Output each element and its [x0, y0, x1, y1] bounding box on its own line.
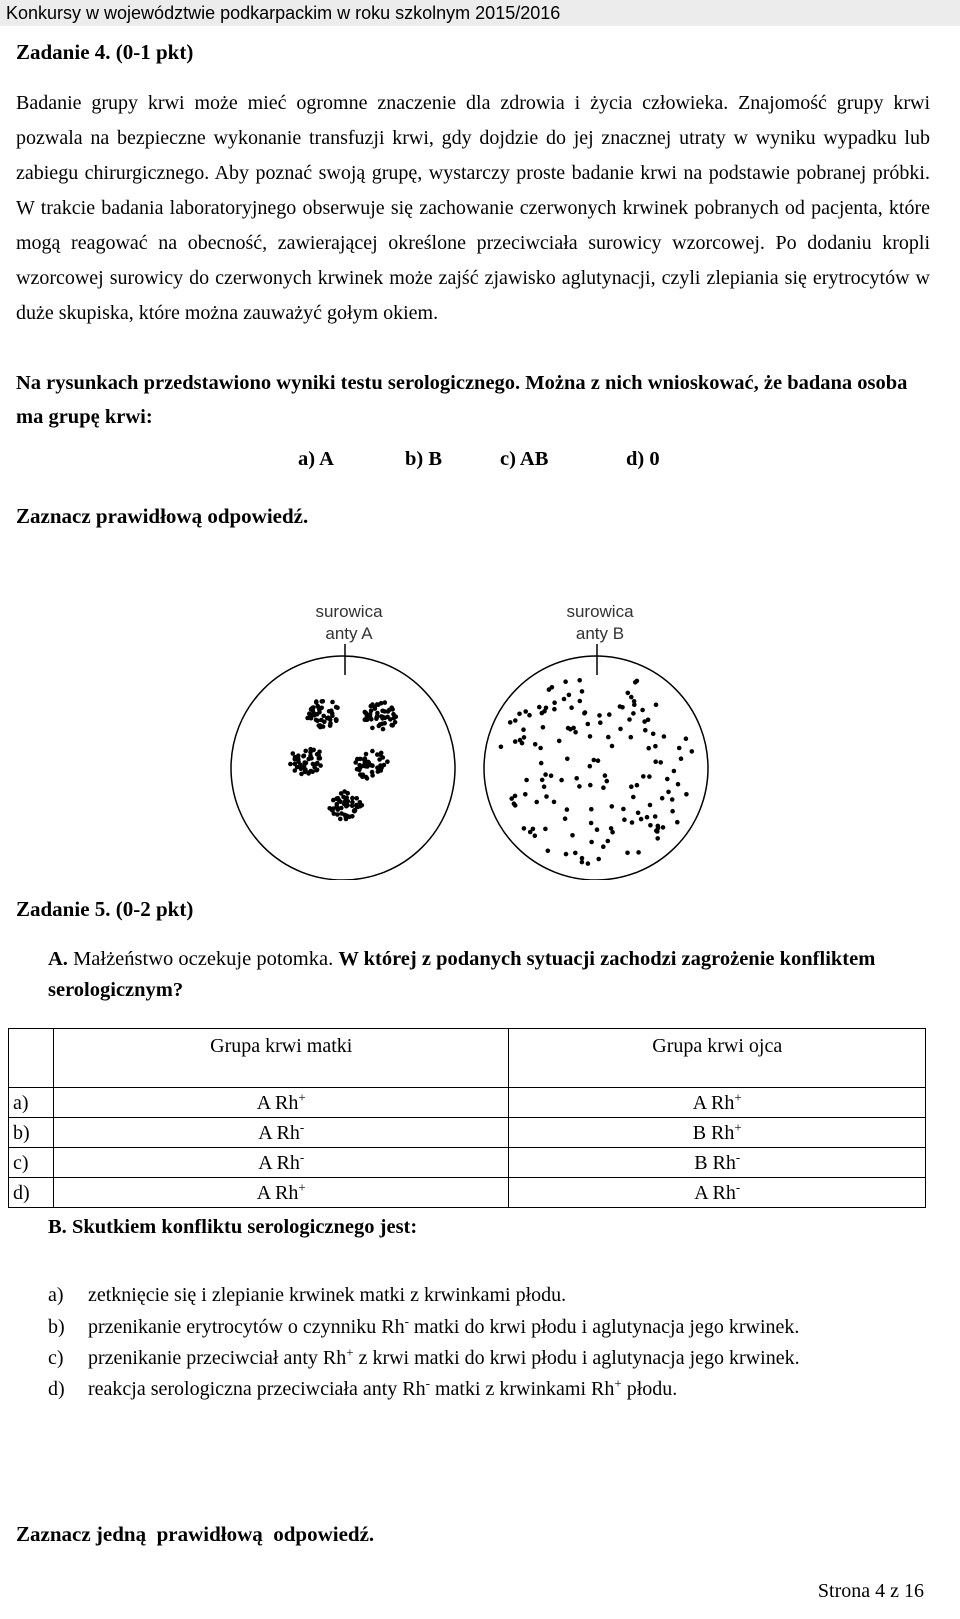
scattered-cell	[522, 735, 527, 740]
clumped-cell	[361, 772, 366, 777]
clumped-cell	[375, 711, 380, 716]
clumped-cell	[328, 721, 333, 726]
clumped-cell	[381, 755, 386, 760]
scattered-cell	[610, 744, 615, 749]
scattered-cell	[527, 713, 532, 718]
scattered-cell	[606, 839, 611, 844]
scattered-cell	[523, 709, 528, 714]
clumped-cell	[338, 800, 343, 805]
task4-options	[0, 448, 960, 478]
scattered-cell	[632, 699, 637, 704]
clumped-cell	[339, 806, 344, 811]
left-label-2: anty A	[325, 624, 373, 643]
scattered-cell	[643, 728, 648, 733]
scattered-cell	[586, 861, 591, 866]
scattered-cell	[538, 746, 543, 751]
scattered-cell	[588, 764, 593, 769]
scattered-cell	[537, 705, 542, 710]
scattered-cell	[580, 689, 585, 694]
scattered-cell	[589, 807, 594, 812]
clumped-cell	[309, 714, 314, 719]
answer-c[interactable]: c) przenikanie przeciwciał anty Rh+ z krwi matki do krwi płodu i aglutynacja jego krwinek.	[48, 1344, 800, 1369]
scattered-cell	[609, 826, 614, 831]
clumped-cell	[367, 714, 372, 719]
scattered-cell	[640, 708, 645, 713]
scattered-cell	[625, 851, 630, 856]
scattered-cell	[636, 811, 641, 816]
scattered-cell	[586, 722, 591, 727]
scattered-cell	[629, 695, 634, 700]
clumped-cell	[370, 763, 375, 768]
clumped-cell	[392, 716, 397, 721]
scattered-cell	[606, 735, 611, 740]
scattered-cell	[665, 777, 670, 782]
clumped-cell	[334, 718, 339, 723]
partB-letter: B.	[48, 1216, 67, 1238]
scattered-cell	[627, 717, 632, 722]
scattered-cell	[513, 718, 518, 723]
scattered-cell	[578, 699, 583, 704]
agglutination-clumps	[288, 699, 398, 821]
clumped-cell	[355, 805, 360, 810]
scattered-cell	[646, 746, 651, 751]
clumped-cell	[391, 712, 396, 717]
clumped-cell	[310, 706, 315, 711]
table-row[interactable]: d) A Rh+ A Rh-	[9, 1178, 926, 1208]
option-a[interactable]: a) A	[298, 448, 334, 470]
clumped-cell	[317, 710, 322, 715]
clumped-cell	[358, 765, 363, 770]
scattered-cell	[563, 679, 568, 684]
scattered-cell	[618, 704, 623, 709]
clumped-cell	[293, 757, 298, 762]
scattered-cell	[522, 826, 527, 831]
clumped-cell	[370, 726, 375, 731]
clumped-cell	[319, 706, 324, 711]
clumped-cell	[331, 798, 336, 803]
clumped-cell	[302, 753, 307, 758]
clumped-cell	[318, 756, 323, 761]
option-d[interactable]: d) 0	[626, 448, 660, 470]
scattered-cell	[592, 758, 597, 763]
task5-partA	[48, 944, 928, 1006]
scattered-cell	[631, 711, 636, 716]
scattered-cell	[564, 852, 569, 857]
scattered-cell	[672, 769, 677, 774]
scattered-cell	[633, 680, 638, 685]
scattered-cell	[607, 712, 612, 717]
scattered-cell	[552, 800, 557, 805]
table-row[interactable]: b) A Rh- B Rh+	[9, 1118, 926, 1148]
answer-d[interactable]: d) reakcja serologiczna przeciwciała anty Rh- matki z krwinkami Rh+ płodu.	[48, 1375, 678, 1400]
clumped-cell	[338, 817, 343, 822]
clumped-cell	[383, 716, 388, 721]
scattered-cell	[601, 785, 606, 790]
clumped-cell	[335, 812, 340, 817]
clumped-cell	[330, 700, 335, 705]
scattered-cell	[534, 800, 539, 805]
scattered-cell	[603, 773, 608, 778]
clumped-cell	[379, 701, 384, 706]
scattered-cell	[596, 857, 601, 862]
clumped-cell	[390, 723, 395, 728]
col-father-header: Grupa krwi ojca	[509, 1029, 926, 1088]
clumped-cell	[373, 706, 378, 711]
scattered-cell	[543, 827, 548, 832]
scattered-cell	[567, 693, 572, 698]
scattered-cell	[605, 779, 610, 784]
clumped-cell	[370, 749, 375, 754]
page-footer: Strona 4 z 16	[817, 1580, 924, 1602]
clumped-cell	[312, 765, 317, 770]
scattered-cell	[661, 825, 666, 830]
clumped-cell	[385, 759, 390, 764]
partA-question: W której z podanych sytuacji zachodzi zagrożenie konfliktem serologicznym?	[48, 948, 876, 1001]
scattered-cell	[552, 700, 557, 705]
clumped-cell	[322, 720, 327, 725]
scattered-cell	[568, 727, 573, 732]
task4-question: Na rysunkach przedstawiono wyniki testu serologicznego. Można z nich wnioskować, że badana osoba ma grupę krwi:	[16, 372, 908, 428]
clumped-cell	[311, 748, 316, 753]
clumped-cell	[350, 796, 355, 801]
clumped-cell	[320, 699, 325, 704]
clumped-cell	[318, 763, 323, 768]
clumped-cell	[345, 803, 350, 808]
clumped-cell	[369, 704, 374, 709]
partB-answers	[48, 1280, 928, 1405]
scattered-cell	[639, 817, 644, 822]
scattered-cell	[546, 849, 551, 854]
scattered-cell	[684, 736, 689, 741]
scattered-cell	[552, 707, 557, 712]
clumped-cell	[380, 709, 385, 714]
clumped-cell	[315, 718, 320, 723]
scattered-cell	[666, 790, 671, 795]
scattered-cell	[656, 824, 661, 829]
scattered-cell	[580, 860, 585, 865]
clumped-cell	[342, 813, 347, 818]
scattered-cell	[598, 720, 603, 725]
scattered-cell	[653, 759, 658, 764]
task4-title: Zadanie 4. (0-1 pkt)	[16, 40, 194, 64]
table-row[interactable]: c) A Rh- B Rh-	[9, 1148, 926, 1178]
clumped-cell	[363, 710, 368, 715]
scattered-cell	[589, 821, 594, 826]
scattered-cell	[676, 782, 681, 787]
clumped-cell	[370, 773, 375, 778]
clumped-cell	[353, 760, 358, 765]
scattered-cell	[513, 739, 518, 744]
clumped-cell	[293, 762, 298, 767]
scattered-cell	[518, 738, 523, 743]
task5-title: Zadanie 5. (0-2 pkt)	[16, 897, 194, 921]
clumped-cell	[389, 705, 394, 710]
partA-intro: Małżeństwo oczekuje potomka.	[73, 948, 334, 970]
clumped-cell	[303, 749, 308, 754]
scattered-cell	[648, 803, 653, 808]
scattered-cell	[645, 815, 650, 820]
clumped-cell	[350, 803, 355, 808]
scattered-cell	[517, 712, 522, 717]
clumped-cell	[378, 722, 383, 727]
answer-a[interactable]: a) zetknięcie się i zlepianie krwinek matki z krwinkami płodu.	[48, 1284, 567, 1306]
scattered-cell	[629, 735, 634, 740]
left-label-1: surowica	[315, 602, 383, 621]
scattered-cell	[512, 801, 517, 806]
col-mother-header: Grupa krwi matki	[54, 1029, 509, 1088]
scattered-cell	[524, 778, 529, 783]
clumped-cell	[293, 768, 298, 773]
scattered-cell	[670, 809, 675, 814]
scattered-cell	[629, 784, 634, 789]
scattered-cell	[589, 840, 594, 845]
dish-anty-a	[231, 656, 455, 880]
task4-paragraph: Badanie grupy krwi może mieć ogromne znaczenie dla zdrowia i życia człowieka. Znajomość grupy krwi pozwala na bezpieczne wykonanie transfuzji krwi, gdy dojdzie do jej znacznej utraty w wyniku wypadku lub zabiegu chirurgicznego. Aby poznać swoją grupę, wystarczy proste badanie krwi na podstawie pobranej próbki. W trakcie badania laboratoryjnego obserwuje się zachowanie czerwonych krwinek pobranych od pacjenta, które mogą reagować na obecność, zawierającej określone przeciwciała surowicy wzorcowej. Po dodaniu kropli wzorcowej surowicy do czerwonych krwinek może zajść zjawisko aglutynacji, czyli zlepiania się erytrocytów w duże skupiska, które można zauważyć gołym okiem.	[16, 92, 930, 324]
scattered-cell	[690, 749, 695, 754]
scattered-cell	[509, 796, 514, 801]
serology-figure	[0, 590, 960, 880]
clumped-cell	[381, 727, 386, 732]
answer-b[interactable]: b) przenikanie erytrocytów o czynniku Rh- matki do krwi płodu i aglutynacja jego krwinek.	[48, 1313, 800, 1338]
scattered-cell	[574, 776, 579, 781]
scattered-cell	[596, 758, 601, 763]
scattered-cell	[565, 807, 570, 812]
scattered-cell	[533, 833, 538, 838]
scattered-cell	[631, 795, 636, 800]
clumped-cell	[288, 762, 293, 767]
page-header: Konkursy w województwie podkarpackim w roku szkolnym 2015/2016	[0, 0, 960, 26]
clumped-cell	[310, 769, 315, 774]
scattered-cell	[642, 719, 647, 724]
scattered-cell	[570, 833, 575, 838]
scattered-cell	[540, 778, 545, 783]
task4-instruction: Zaznacz prawidłową odpowiedź.	[16, 504, 309, 528]
clumped-cell	[325, 716, 330, 721]
scattered-cell	[653, 744, 658, 749]
scattered-cell	[544, 794, 549, 799]
scattered-cell	[550, 685, 555, 690]
scattered-cell	[597, 713, 602, 718]
scattered-cell	[528, 830, 533, 835]
scattered-cell	[521, 727, 526, 732]
scattered-cell	[621, 807, 626, 812]
scattered-cell	[653, 814, 658, 819]
scattered-cell	[582, 711, 587, 716]
clumped-cell	[306, 757, 311, 762]
clumped-cell	[300, 766, 305, 771]
scattered-cell	[635, 783, 640, 788]
clumped-cell	[303, 770, 308, 775]
clumped-cell	[350, 814, 355, 819]
scattered-cell	[679, 756, 684, 761]
clumped-cell	[374, 715, 379, 720]
clumped-cell	[330, 711, 335, 716]
scattered-cell	[601, 844, 606, 849]
right-label-2: anty B	[575, 624, 625, 643]
partA-letter: A.	[48, 948, 68, 970]
scattered-cell	[565, 757, 570, 762]
scattered-cell	[595, 827, 600, 832]
clumped-cell	[318, 725, 323, 730]
option-b[interactable]: b) B	[405, 448, 443, 470]
scattered-cell	[523, 792, 528, 797]
scattered-cell	[542, 784, 547, 789]
clumped-cell	[379, 768, 384, 773]
scattered-cell	[569, 705, 574, 710]
scattered-cell	[541, 725, 546, 730]
scattered-cell	[655, 836, 660, 841]
scattered-cell	[533, 742, 538, 747]
scattered-cell	[588, 734, 593, 739]
task5-instruction: Zaznacz jedną prawidłową odpowiedź.	[16, 1522, 375, 1546]
right-label-1: surowica	[566, 602, 634, 621]
scattered-cell	[573, 730, 578, 735]
scattered-cell	[539, 761, 544, 766]
scattered-cell	[651, 732, 656, 737]
scattered-cell	[675, 820, 680, 825]
option-c[interactable]: c) AB	[500, 448, 549, 470]
clumped-cell	[364, 760, 369, 765]
scattered-cell	[544, 706, 549, 711]
scattered-cell	[677, 746, 682, 751]
scattered-cell	[577, 784, 582, 789]
clumped-cell	[314, 699, 319, 704]
scattered-cell	[543, 772, 548, 777]
scattered-cell	[660, 796, 665, 801]
clumped-cell	[339, 791, 344, 796]
scattered-cell	[577, 678, 582, 683]
scattered-cell	[549, 773, 554, 778]
clumped-cell	[364, 752, 369, 757]
partB-question: Skutkiem konfliktu serologicznego jest:	[71, 1216, 418, 1238]
scattered-cell	[647, 774, 652, 779]
scattered-cell	[499, 745, 504, 750]
scattered-cell	[622, 817, 627, 822]
clumped-cell	[360, 803, 365, 808]
scattered-cell	[684, 792, 689, 797]
scattered-cell	[670, 797, 675, 802]
scattered-cell	[636, 850, 641, 855]
scattered-cell	[508, 720, 513, 725]
scattered-cell	[588, 783, 593, 788]
scattered-cell	[557, 739, 562, 744]
scattered-cell	[662, 734, 667, 739]
scattered-cell	[626, 691, 631, 696]
scattered-cell	[655, 829, 660, 834]
scattered-cells	[499, 678, 694, 866]
scattered-cell	[658, 760, 663, 765]
scattered-cell	[648, 823, 653, 828]
scattered-cell	[573, 851, 578, 856]
scattered-cell	[563, 816, 568, 821]
scattered-cell	[562, 697, 567, 702]
dish-anty-b	[484, 656, 708, 880]
task5-partB	[48, 1216, 417, 1239]
scattered-cell	[559, 778, 564, 783]
blood-group-table	[8, 1028, 926, 1208]
clumped-cell	[334, 705, 339, 710]
scattered-cell	[630, 820, 635, 825]
scattered-cell	[654, 703, 659, 708]
scattered-cell	[641, 774, 646, 779]
clumped-cell	[382, 721, 387, 726]
table-row[interactable]: a) A Rh+ A Rh+	[9, 1088, 926, 1118]
scattered-cell	[618, 727, 623, 732]
clumped-cell	[354, 796, 359, 801]
scattered-cell	[610, 804, 615, 809]
